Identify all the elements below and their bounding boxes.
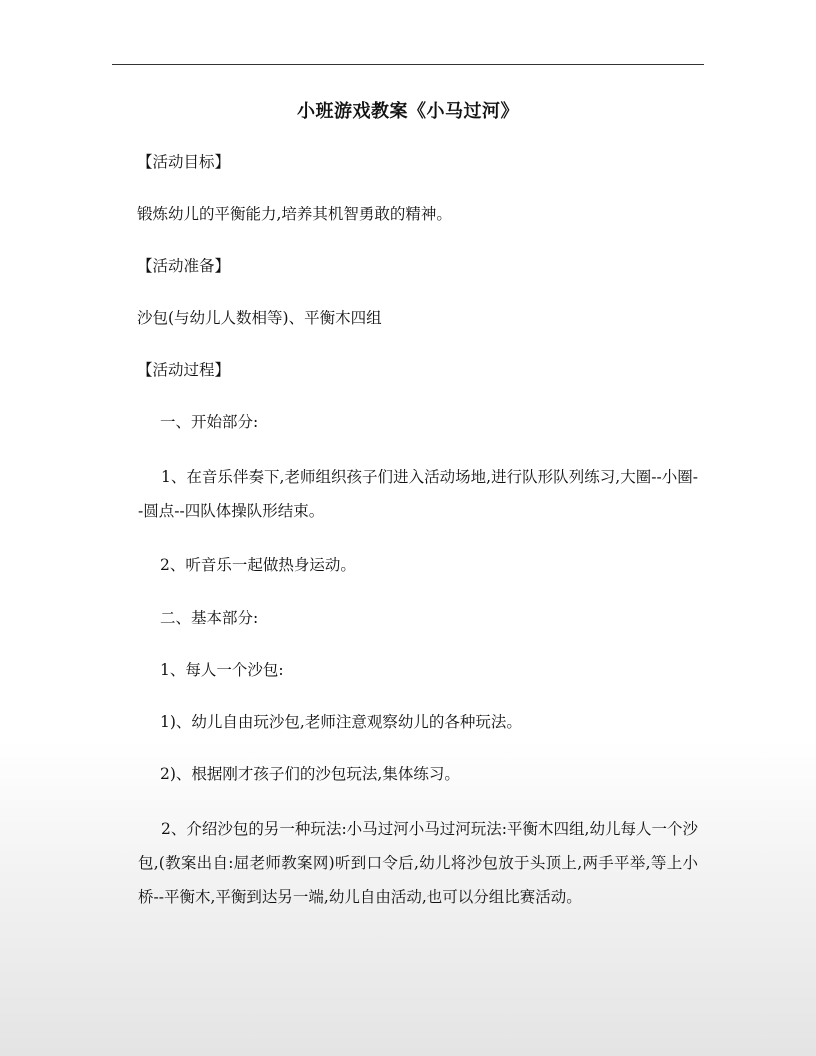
- part-one-step-1: 1、在音乐伴奏下,老师组织孩子们进入活动场地,进行队形队列练习,大圈--小圈--圆点--四队体操队形结束。: [138, 468, 698, 520]
- goals-text: 锻炼幼儿的平衡能力,培养其机智勇敢的精神。: [137, 205, 452, 223]
- part-two-step-1: 1、每人一个沙包:: [160, 661, 284, 679]
- section-heading-process: 【活动过程】: [137, 361, 231, 379]
- part-two-heading: 二、基本部分:: [160, 609, 259, 627]
- part-one-heading: 一、开始部分:: [160, 413, 259, 431]
- preparation-text: 沙包(与幼儿人数相等)、平衡木四组: [137, 309, 382, 327]
- section-heading-preparation: 【活动准备】: [137, 257, 231, 275]
- part-one-step-2: 2、听音乐一起做热身运动。: [160, 556, 356, 574]
- header-rule: [112, 64, 704, 65]
- part-two-step-1-b: 2)、根据刚才孩子们的沙包玩法,集体练习。: [160, 765, 460, 783]
- document-title: 小班游戏教案《小马过河》: [297, 101, 519, 122]
- part-two-step-2: 2、介绍沙包的另一种玩法:小马过河小马过河玩法:平衡木四组,幼儿每人一个沙包,(教案出自:屈老师教案网)听到口令后,幼儿将沙包放于头顶上,两手平举,等上小桥--平衡木,平衡到达另一端,幼儿自由活动,也可以分组比赛活动。: [138, 820, 698, 906]
- section-heading-goals: 【活动目标】: [137, 153, 231, 171]
- part-two-step-1-a: 1)、幼儿自由玩沙包,老师注意观察幼儿的各种玩法。: [160, 713, 522, 731]
